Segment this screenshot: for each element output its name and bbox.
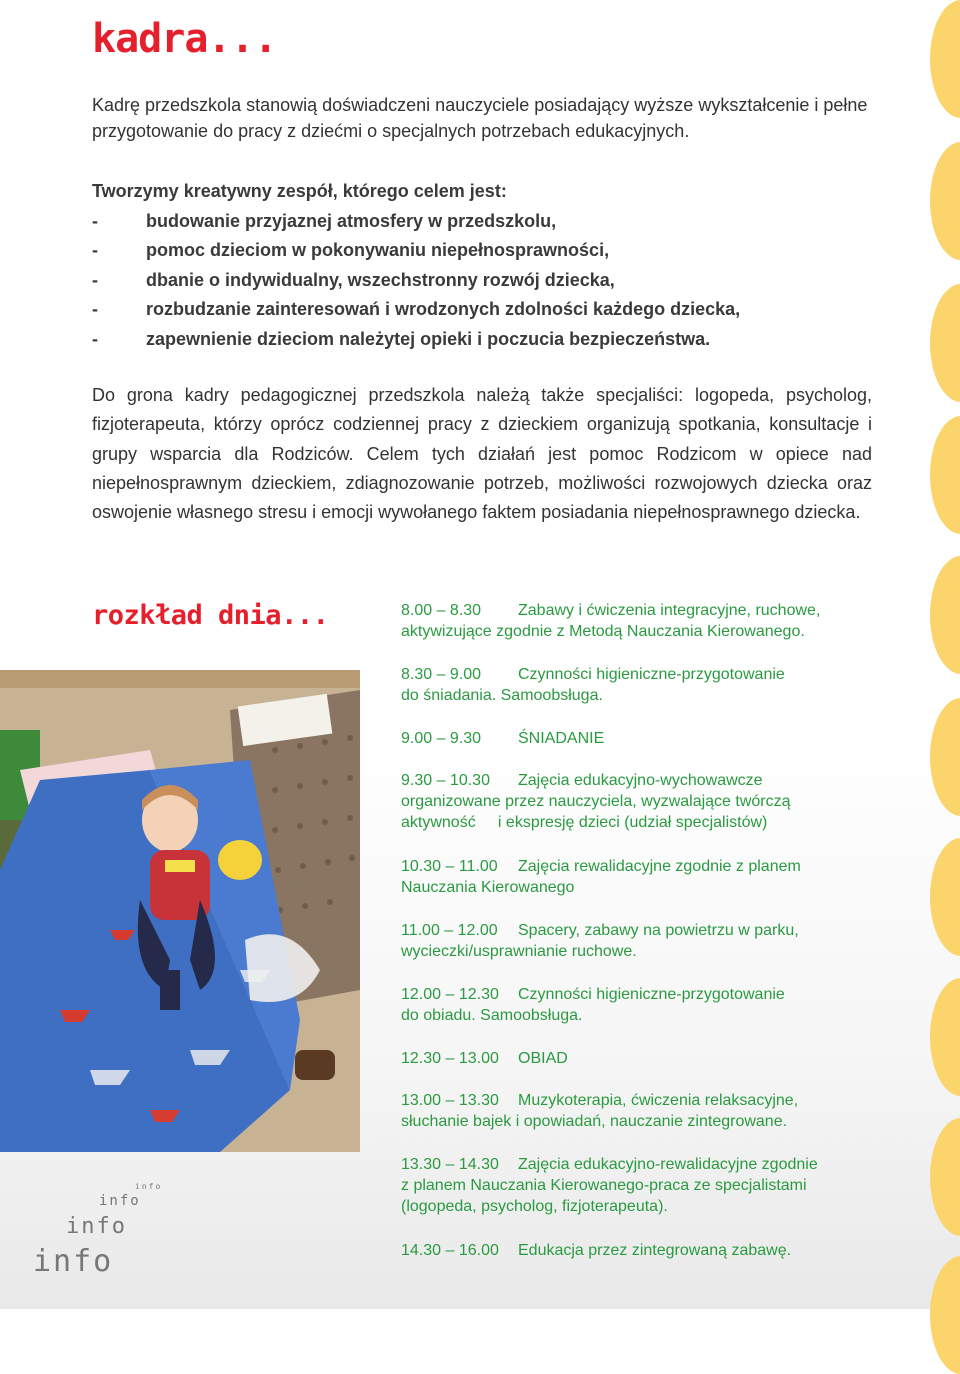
schedule-time: 13.00 – 13.30	[401, 1092, 499, 1109]
yellow-oval	[930, 698, 960, 816]
goal-item	[92, 266, 892, 296]
schedule-activity-cont: do śniadania. Samoobsługa.	[401, 687, 603, 705]
schedule-time: 9.00 – 9.30	[401, 730, 482, 747]
schedule-item	[401, 600, 871, 642]
goals-intro: Tworzymy kreatywny zespół, którego celem jest:	[92, 181, 507, 201]
schedule-item	[401, 1240, 871, 1261]
schedule-time: 12.00 – 12.30	[401, 986, 499, 1003]
schedule-activity: Czynności higieniczne-przygotowanie	[518, 666, 785, 683]
yellow-oval	[930, 284, 960, 402]
staff-paragraph: Do grona kadry pedagogicznej przedszkola należą także specjaliści: logopeda, psycholog, fizjoterapeuta, którzy oprócz codziennej pracy z dzieckiem organizują spotkania, konsultacje i grupy wsparcia dla Rodziców. Celem tych działań jest pomoc Rodzicom w opiece nad niepełnosprawnym dzieckiem, zdiagnozowanie potrzeb, możliwości rozwojowych dziecka oraz oswojenie własnego stresu i emocji wywołanego faktem posiadania niepełnosprawnego dziecka.	[92, 385, 872, 523]
schedule-item	[401, 1090, 871, 1132]
yellow-oval	[930, 978, 960, 1096]
schedule-activity-cont: do obiadu. Samoobsługa.	[401, 1007, 583, 1025]
schedule-activity-cont: słuchanie bajek i opowiadań, nauczanie zintegrowane.	[401, 1113, 788, 1131]
yellow-oval	[930, 0, 960, 118]
schedule-time: 11.00 – 12.00	[401, 922, 498, 939]
goal-text: rozbudzanie zainteresowań i wrodzonych zdolności każdego dziecka,	[146, 299, 741, 319]
goal-item	[92, 207, 892, 237]
goal-text: dbanie o indywidualny, wszechstronny rozwój dziecka,	[146, 269, 615, 290]
goal-bullet: -	[92, 240, 98, 260]
yellow-oval	[930, 1256, 960, 1374]
schedule-item	[401, 728, 871, 749]
schedule-activity-cont: z planem Nauczania Kierowanego-praca ze specjalistami (logopeda, psycholog, fizjoterapeuta).	[401, 1177, 807, 1216]
schedule-activity: Czynności higieniczne-przygotowanie	[518, 986, 785, 1003]
schedule-time: 12.30 – 13.00	[401, 1050, 499, 1067]
schedule-time: 14.30 – 16.00	[401, 1242, 499, 1259]
page-title: kadra...	[92, 16, 277, 62]
schedule-item	[401, 984, 871, 1026]
intro-paragraph: Kadrę przedszkola stanowią doświadczeni nauczyciele posiadający wyższe wykształcenie i pełne przygotowanie do pracy z dziećmi o specjalnych potrzebach edukacyjnych.	[92, 95, 868, 141]
schedule-time: 9.30 – 10.30	[401, 772, 490, 789]
schedule-time: 8.30 – 9.00	[401, 666, 482, 683]
goal-text: budowanie przyjaznej atmosfery w przedszkolu,	[146, 210, 557, 231]
goals-section	[92, 177, 892, 354]
info-text: info	[135, 1182, 163, 1191]
child-playing-photo	[0, 670, 360, 1152]
schedule-time: 10.30 – 11.00	[401, 858, 498, 875]
goal-item	[92, 325, 892, 355]
schedule-activity: Muzykoterapia, ćwiczenia relaksacyjne,	[518, 1092, 799, 1109]
schedule-activity: Zajęcia edukacyjno-wychowawcze	[518, 772, 763, 789]
goal-item	[92, 236, 892, 266]
goal-item	[92, 295, 892, 325]
photo-illustration	[0, 670, 360, 1152]
goal-bullet: -	[92, 328, 98, 349]
schedule-activity-cont: aktywizujące zgodnie z Metodą Nauczania Kierowanego.	[401, 623, 805, 641]
goal-bullet: -	[92, 269, 98, 290]
schedule-activity: OBIAD	[518, 1050, 568, 1067]
schedule-activity: Zajęcia edukacyjno-rewalidacyjne zgodnie	[518, 1156, 818, 1173]
schedule-activity: Zabawy i ćwiczenia integracyjne, ruchowe,	[518, 602, 821, 619]
yellow-oval	[930, 556, 960, 674]
schedule-time: 8.00 – 8.30	[401, 602, 482, 619]
schedule-activity-cont: Nauczania Kierowanego	[401, 879, 575, 897]
schedule-activity: Edukacja przez zintegrowaną zabawę.	[518, 1242, 792, 1259]
goal-text: pomoc dzieciom w pokonywaniu niepełnosprawności,	[146, 240, 610, 260]
schedule-item	[401, 664, 871, 706]
yellow-oval	[930, 416, 960, 534]
yellow-oval	[930, 142, 960, 260]
yellow-oval	[930, 1118, 960, 1236]
goals-list	[92, 207, 892, 355]
yellow-oval	[930, 838, 960, 956]
info-text: info	[66, 1214, 127, 1239]
schedule-item	[401, 1048, 871, 1069]
goal-bullet: -	[92, 210, 98, 231]
info-text: info	[33, 1244, 114, 1279]
goal-bullet: -	[92, 299, 98, 319]
goal-text: zapewnienie dzieciom należytej opieki i poczucia bezpieczeństwa.	[146, 328, 711, 349]
schedule-activity-cont: organizowane przez nauczyciela, wyzwalające twórczą aktywność i ekspresję dzieci (udział specjalistów)	[401, 793, 795, 832]
schedule-item	[401, 1154, 871, 1218]
schedule-title: rozkład dnia...	[92, 600, 329, 631]
schedule-time: 13.30 – 14.30	[401, 1156, 499, 1173]
schedule-activity-cont: wycieczki/usprawnianie ruchowe.	[401, 943, 637, 961]
schedule-activity: Spacery, zabawy na powietrzu w parku,	[518, 922, 799, 939]
schedule-activity: Zajęcia rewalidacyjne zgodnie z planem	[518, 858, 801, 875]
info-text: info	[99, 1193, 141, 1209]
schedule-activity: ŚNIADANIE	[518, 730, 605, 747]
schedule-item	[401, 856, 871, 898]
schedule-item	[401, 770, 871, 834]
schedule-item	[401, 920, 871, 962]
